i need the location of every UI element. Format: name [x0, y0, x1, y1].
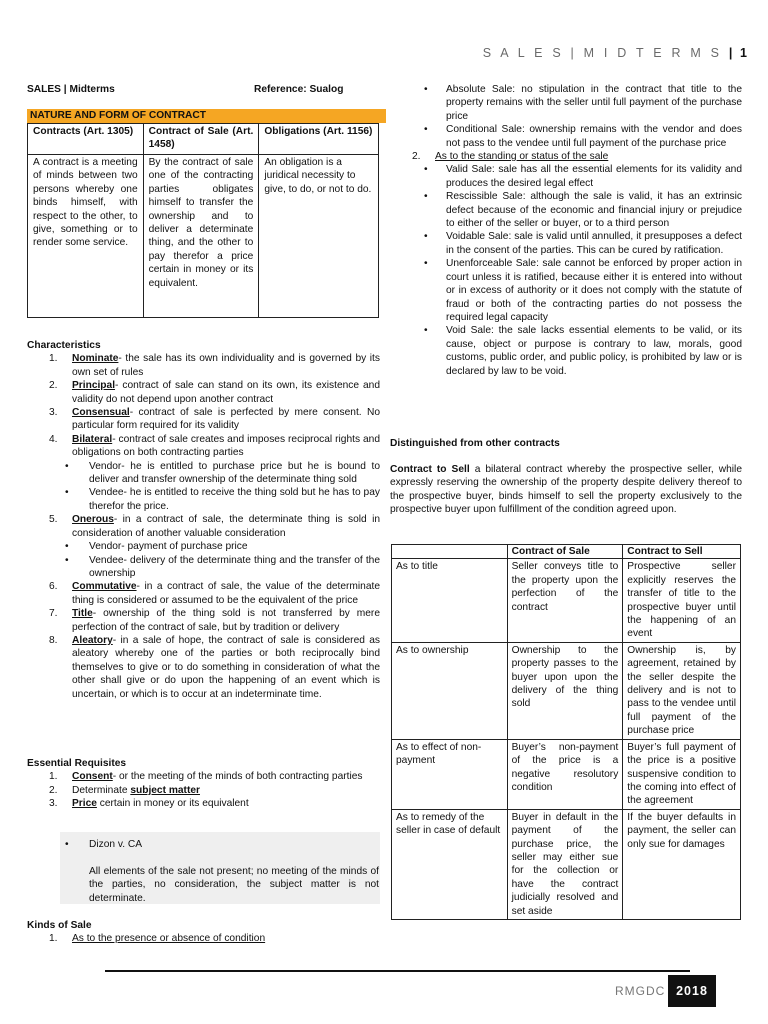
sub-list-item: • Rescissible Sale: although the sale is valid, it has an extrinsic defect because of the economic and financial injury or prejudice to either of the seller or buyer, or to a third person [390, 190, 742, 230]
onerous-sublist [27, 540, 380, 580]
table-row [392, 642, 741, 739]
bullet-icon: • [65, 839, 69, 850]
characteristics-list-cont [27, 513, 380, 540]
table-cell: By the contract of sale one of the contracting parties obligates himself to transfer the ownership and to deliver a determinate thing, and the other to pay therefor a price certain in money or its equivalent. [143, 155, 259, 318]
list-item [27, 513, 380, 540]
list-item [27, 770, 380, 783]
term: Bilateral [72, 433, 113, 445]
case-title: Dizon v. CA [89, 839, 143, 850]
list-number: 5. [49, 514, 58, 526]
list-number: 6. [49, 581, 58, 593]
list-item [27, 406, 380, 433]
section-heading: Essential Requisites [27, 758, 127, 769]
section-band-nature: NATURE AND FORM OF CONTRACT [27, 109, 386, 123]
title-text: SALES | Midterms [27, 84, 115, 95]
term: Aleatory [72, 634, 113, 646]
sub-list-item: • Valid Sale: sale has all the essential elements for its validity and produces the desired legal effect [390, 163, 742, 190]
sub-list-item: • Vendor- payment of purchase price [27, 540, 380, 553]
definition: - the sale has its own individuality and is governed by its own set of rules [72, 353, 380, 378]
section-heading-distinguished: Distinguished from other contracts [390, 438, 560, 449]
table-cell: Buyer’s non-payment of the price is a negative resolutory condition [507, 739, 623, 809]
list-number: 3. [49, 798, 58, 810]
list-item [27, 580, 380, 607]
kinds-list [27, 932, 380, 945]
list-item [27, 932, 380, 945]
sub-list-item: • Absolute Sale: no stipulation in the contract that title to the property remains with the seller until full payment of the purchase price [390, 83, 742, 123]
list-item [27, 634, 380, 701]
table-cell: Buyer’s full payment of the price is a positive suspensive condition to the coming into effect of the agreement [623, 739, 741, 809]
term: Title [72, 608, 93, 620]
list-number: 2. [49, 784, 58, 796]
table-cell: As to title [392, 559, 508, 642]
table-row [392, 809, 741, 919]
table-cell: Buyer in default in the payment of the purchase price, the seller may either sue for the collection or have the contract judicially resolved and set aside [507, 809, 623, 919]
definition: - ownership of the thing sold is not transferred by mere perfection of the contract of sale, but by tradition or delivery [72, 608, 380, 633]
status-sublist [390, 163, 742, 378]
list-item [27, 797, 380, 810]
table-cell: Prospective seller explicitly reserves the transfer of title to the prospective buyer until the happening of an event [623, 559, 741, 642]
term: Onerous [72, 514, 114, 526]
page-number: 1 [740, 46, 748, 60]
list-number: 3. [49, 407, 58, 419]
table-cell: Seller conveys title to the property upon the perfection of the contract [507, 559, 623, 642]
list-item [27, 784, 380, 797]
case-note-box [60, 832, 380, 904]
list-number: 7. [49, 608, 58, 620]
sub-list-item: • Void Sale: the sale lacks essential elements to be valid, or its cause, object or purpose is contrary to law, morals, good customs, public order, and public policy, is prohibited by law or is declared by law to be void. [390, 324, 742, 378]
table-cell: As to ownership [392, 642, 508, 739]
table-cell: As to remedy of the seller in case of default [392, 809, 508, 919]
sub-list-item: • Vendee- delivery of the determinate thing and the transfer of the ownership [27, 554, 380, 581]
kinds-continued [390, 83, 742, 378]
prefix: Determinate [72, 784, 131, 796]
table-row [392, 739, 741, 809]
table-cell: As to effect of non-payment [392, 739, 508, 809]
term: Consensual [72, 407, 130, 419]
table-row [28, 155, 379, 318]
term: Consent [72, 771, 113, 783]
table-header-row [392, 545, 741, 559]
table-cell: Ownership to the property passes to the buyer upon upon the delivery of the thing sold [507, 642, 623, 739]
definition: a bilateral contract whereby the prospective seller, while expressly reserving the ownership of the property despite delivery thereof to the prospective buyer, binds himself to sell the property exclusively to the prospective buyer upon fulfillment of the condition agreed upon. [390, 464, 742, 516]
table-cell: An obligation is a juridical necessity to give, to do, or not to do. [259, 155, 379, 318]
table-header-cell [392, 545, 508, 559]
footer-initials: RMGDC [615, 984, 666, 998]
kind-label: As to the presence or absence of condition [72, 933, 266, 945]
table-header-cell: Contract of Sale (Art. 1458) [143, 124, 259, 155]
kinds-section [27, 919, 380, 946]
list-number: 2. [49, 380, 58, 392]
section-heading: Characteristics [27, 340, 101, 351]
bilateral-sublist [27, 460, 380, 514]
sub-list-item: • Vendor- he is entitled to purchase price but he is bound to deliver and transfer ownership of the determinate thing sold [27, 460, 380, 487]
condition-sublist [390, 83, 742, 150]
section-heading: Kinds of Sale [27, 920, 92, 931]
definition: - in a contract of sale, the determinate thing is sold in consideration of another valuable consideration [72, 514, 380, 539]
document-title [27, 83, 380, 96]
table-header-cell: Contracts (Art. 1305) [28, 124, 144, 155]
table-row [392, 559, 741, 642]
list-item [27, 352, 380, 379]
table-header-cell: Contract of Sale [507, 545, 623, 559]
running-title: S A L E S | M I D T E R M S [482, 46, 723, 60]
list-number: 8. [49, 634, 58, 646]
table-header-cell: Contract to Sell [623, 545, 741, 559]
reference-text: Reference: Sualog [254, 84, 344, 95]
sub-list-item: • Conditional Sale: ownership remains with the vendor and does not pass to the vendee until full payment of the purchase price [390, 123, 742, 150]
footer-year-badge: 2018 [668, 975, 716, 1007]
list-number: 1. [49, 933, 58, 945]
table-cell: A contract is a meeting of minds between two persons whereby one binds himself, with respect to the other, to give, something or to render some service. [28, 155, 144, 318]
sub-list-item: • Voidable Sale: sale is valid until annulled, it presupposes a defect in the consent of the parties. This can be cured by ratification. [390, 230, 742, 257]
running-header [483, 47, 748, 60]
essentials-list [27, 770, 380, 810]
term: subject matter [130, 784, 200, 796]
characteristics-list [27, 352, 380, 459]
case-text: All elements of the sale not present; no meeting of the minds of the parties, no consideration, the subject matter is not determinate. [89, 866, 379, 904]
essentials-section [27, 757, 380, 811]
term: Nominate [72, 353, 119, 365]
list-number: 4. [49, 433, 58, 445]
sub-list-item: • Unenforceable Sale: sale cannot be enforced by proper action in court unless it is ratified, because either it is entered into without or in excess of authority or it does not comply with the statute of fraud or both of the contracting parties do not possess the required legal capacity [390, 257, 742, 324]
list-number: 1. [49, 771, 58, 783]
table-cell: If the buyer defaults in payment, the seller can only sue for damages [623, 809, 741, 919]
list-number: 1. [49, 353, 58, 365]
term: Price [72, 798, 97, 810]
characteristics-list-cont2 [27, 580, 380, 701]
list-item [27, 607, 380, 634]
table-header-row [28, 124, 379, 155]
definition: - contract of sale creates and imposes reciprocal rights and obligations on both contracting parties [72, 433, 380, 459]
definition: - contract of sale is perfected by mere consent. No particular form required for its validity [72, 407, 380, 432]
nature-table [27, 123, 379, 318]
sub-list-item: • Vendee- he is entitled to receive the thing sold but he has to pay therefor the price. [27, 486, 380, 513]
definition: - contract of sale can stand on its own, its existence and validity do not depend upon another contract [72, 380, 380, 405]
table-header-cell: Obligations (Art. 1156) [259, 124, 379, 155]
definition: certain in money or its equivalent [96, 798, 249, 810]
characteristics-section [27, 339, 380, 701]
kind-label: As to the standing or status of the sale [435, 151, 609, 163]
list-item [27, 379, 380, 406]
table-cell: Ownership is, by agreement, retained by the seller despite the delivery and is not to pass to the vendee until full payment of the purchase price [623, 642, 741, 739]
contract-to-sell-paragraph [390, 463, 742, 517]
list-number: 2. [412, 151, 421, 163]
page-separator: | [728, 46, 734, 60]
definition: - in a sale of hope, the contract of sale is considered as aleatory whereby one of the parties or both reciprocally bind themselves to give or to do something in consideration of what the other shall give or do upon the happening of an event which is uncertain, or which is to occur at an indeterminate time. [72, 634, 380, 700]
definition: - or the meeting of the minds of both contracting parties [112, 771, 363, 783]
footer-rule [105, 970, 690, 972]
term: Commutative [72, 581, 137, 593]
kinds-list-cont [390, 150, 742, 163]
comparison-table [391, 544, 741, 920]
definition: - in a contract of sale, the value of the determinate thing is considered or assumed to be the equivalent of the price [72, 581, 380, 606]
term: Contract to Sell [390, 464, 470, 475]
term: Principal [72, 380, 116, 392]
list-item [27, 433, 380, 460]
list-item [390, 150, 742, 163]
